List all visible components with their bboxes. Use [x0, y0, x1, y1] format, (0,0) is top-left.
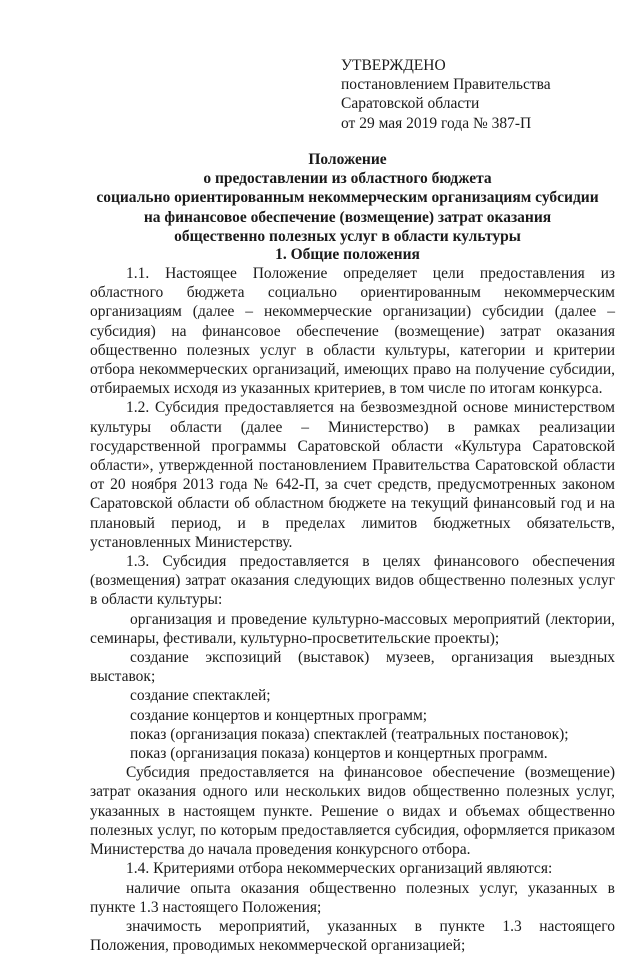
title-line: о предоставлении из областного бюджета: [203, 170, 492, 188]
list-item: показ (организация показа) спектаклей (театральных постановок);: [130, 725, 569, 743]
paragraph: 1.4. Критериями отбора некоммерческих организаций являются:: [126, 860, 553, 878]
paragraph: 1.1. Настоящее Положение определяет цели предоставления из областного бюджета социально ориентированным некоммерческим организациям (далее – некоммерческие организации) субсидии (далее – субсидия) на финансовое обеспечение (возмещение) затрат оказания общественно полезных услуг в области культуры, категории и критерии отбора некоммерческих организаций, имеющих право на получение субсидии, отбираемых исходя из указанных критериев, в том числе по итогам конкурса.: [90, 265, 615, 398]
approval-line: постановлением Правительства: [341, 76, 551, 94]
paragraph: Субсидия предоставляется на финансовое обеспечение (возмещение) затрат оказания одного или нескольких видов общественно полезных услуг, указанных в настоящем пункте. Решение о видах и объемах общественно полезных услуг, по которым предоставляется субсидия, оформляется приказом Министерства до начала проведения конкурсного отбора.: [90, 764, 615, 859]
list-item: создание концертов и концертных программ;: [130, 706, 428, 724]
approval-heading: УТВЕРЖДЕНО: [341, 57, 446, 74]
title-line: социально ориентированным некоммерческим организациям субсидии: [96, 189, 599, 207]
paragraph: 1.2. Субсидия предоставляется на безвозмездной основе министерством культуры области (далее – Министерство) в рамках реализации государственной программы Саратовской области «Культура Саратовской области», утвержденной постановлением Правительства Саратовской области от 20 ноября 2013 года № 642-П, за счет средств, предусмотренных законом Саратовской области об областном бюджете на текущий финансовый год и на плановый период, и в пределах лимитов бюджетных обязательств, установленных Министерству.: [90, 399, 615, 551]
list-item: организация и проведение культурно-массовых мероприятий (лектории, семинары, фестивали, культурно-просветительские проекты);: [90, 610, 615, 647]
title-line: Положение: [308, 151, 387, 168]
paragraph: значимость мероприятий, указанных в пункте 1.3 настоящего Положения, проводимых некоммерческой организацией;: [90, 917, 615, 955]
paragraph: 1.3. Субсидия предоставляется в целях финансового обеспечения (возмещения) затрат оказания следующих видов общественно полезных услуг в области культуры:: [90, 553, 615, 609]
title-line: на финансовое обеспечение (возмещение) затрат оказания: [143, 208, 552, 226]
document-body: [90, 264, 615, 955]
document-title: [60, 150, 635, 246]
list-item: создание экспозиций (выставок) музеев, организация выездных выставок;: [90, 649, 615, 686]
list-item: создание спектаклей;: [130, 687, 271, 705]
approval-date: от 29 мая 2019 года № 387-П: [341, 114, 532, 132]
approval-line: Саратовской области: [341, 95, 480, 113]
paragraph: наличие опыта оказания общественно полезных услуг, указанных в пункте 1.3 настоящего Положения;: [90, 879, 615, 916]
section-heading: 1. Общие положения: [275, 246, 420, 263]
list-item: показ (организация показа) концертов и концертных программ.: [130, 745, 548, 763]
title-line: общественно полезных услуг в области культуры: [174, 227, 521, 245]
approval-stamp: [341, 56, 551, 133]
